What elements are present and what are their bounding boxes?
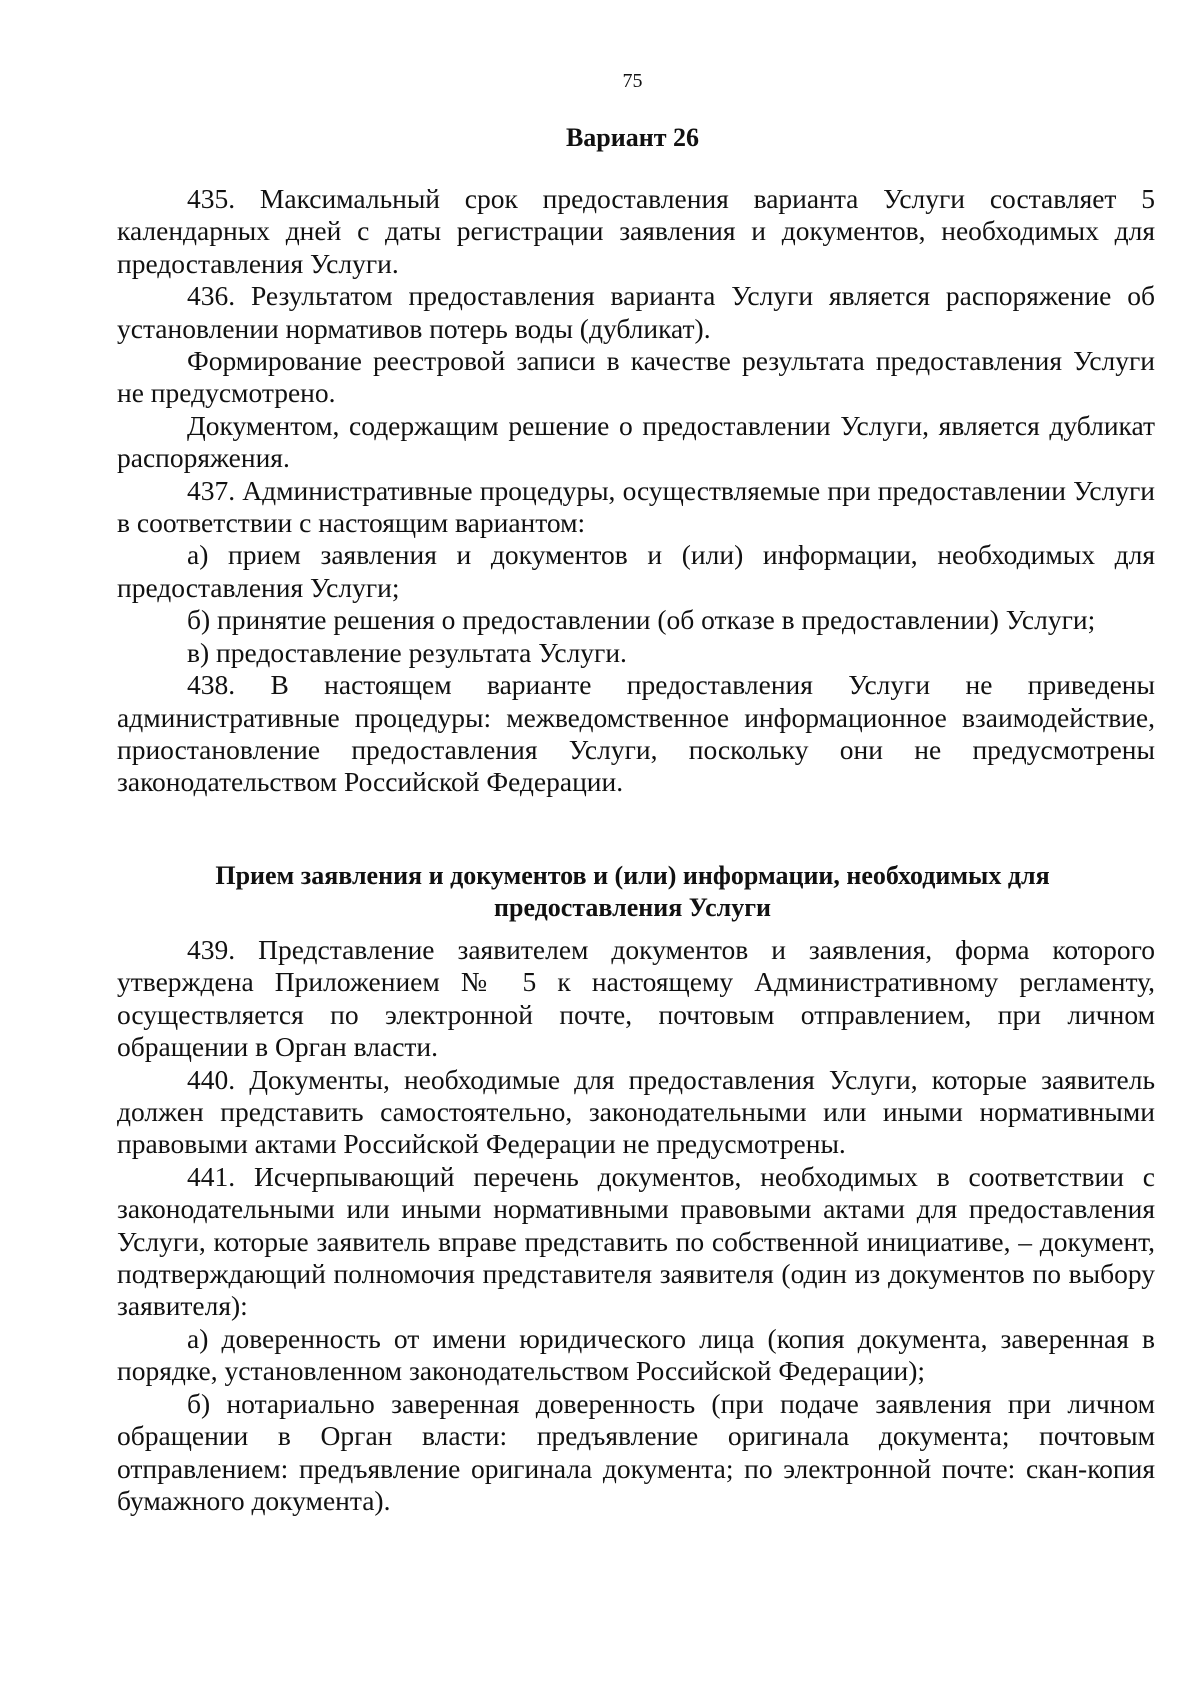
variant-heading: Вариант 26 bbox=[565, 123, 700, 152]
list-item-b: б) принятие решения о предоставлении (об отказе в предоставлении) Услуги; bbox=[187, 604, 1096, 636]
paragraph-block-1 bbox=[117, 183, 1155, 799]
list-item-c: в) предоставление результата Услуги. bbox=[187, 636, 627, 668]
page-number: 75 bbox=[622, 70, 643, 92]
paragraph-436: 436. Результатом предоставления варианта Услуги является распоряжение об установлении нормативов потерь воды (дубликат). bbox=[117, 280, 1155, 344]
paragraph-439: 439. Представление заявителем документов и заявления, форма которого утверждена Приложением № 5 к настоящему Административному регламенту, осуществляется по электронной почте, почтовым отправлением, при личном обращении в Орган власти. bbox=[117, 934, 1155, 1063]
paragraph-block-2 bbox=[117, 934, 1155, 1517]
list-item-b: б) нотариально заверенная доверенность (при подаче заявления при личном обращении в Орган власти: предъявление оригинала документа; почтовым отправлением: предъявление оригинала документа; по электронной почте: скан-копия бумажного документа). bbox=[117, 1387, 1155, 1516]
paragraph-registry-record: Формирование реестровой записи в качестве результата предоставления Услуги не предусмотрено. bbox=[117, 345, 1155, 409]
paragraph-437: 437. Административные процедуры, осуществляемые при предоставлении Услуги в соответствии с настоящим вариантом: bbox=[117, 474, 1155, 539]
list-item-a: а) доверенность от имени юридического лица (копия документа, заверенная в порядке, установленном законодательством Российской Федерации); bbox=[117, 1322, 1155, 1387]
list-item-a: а) прием заявления и документов и (или) информации, необходимых для предоставления Услуги; bbox=[117, 539, 1155, 603]
paragraph-435: 435. Максимальный срок предоставления варианта Услуги составляет 5 календарных дней с даты регистрации заявления и документов, необходимых для предоставления Услуги. bbox=[117, 183, 1155, 279]
paragraph-decision-document: Документом, содержащим решение о предоставлении Услуги, является дубликат распоряжения. bbox=[117, 409, 1155, 474]
paragraph-438: 438. В настоящем варианте предоставления Услуги не приведены административные процедуры: межведомственное информационное взаимодействие, приостановление предоставления Услуги, поскольку они не предусмотрены законодательством Российской Федерации. bbox=[117, 669, 1155, 798]
paragraph-440: 440. Документы, необходимые для предоставления Услуги, которые заявитель должен представить самостоятельно, законодательными или иными нормативными правовыми актами Российской Федерации не предусмотрены. bbox=[117, 1063, 1155, 1160]
paragraph-441: 441. Исчерпывающий перечень документов, необходимых в соответствии с законодательными или иными нормативными правовыми актами для предоставления Услуги, которые заявитель вправе представить по собственной инициативе, – документ, подтверждающий полномочия представителя заявителя (один из документов по выбору заявителя): bbox=[117, 1160, 1155, 1322]
section-heading: Прием заявления и документов и (или) информации, необходимых для предоставления Услуги bbox=[215, 861, 1050, 922]
